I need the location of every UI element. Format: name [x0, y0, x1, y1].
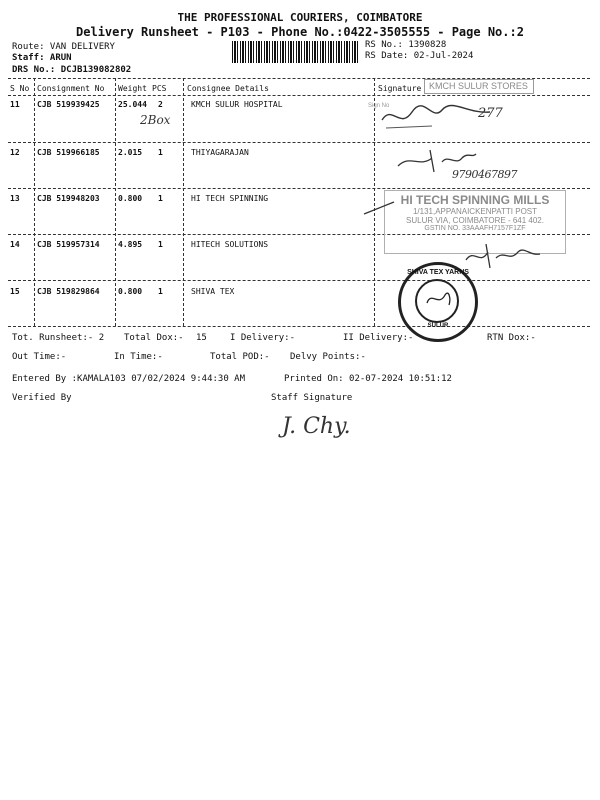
- row-pcs: 2: [158, 100, 163, 109]
- row-consignment: CJB 519939425: [37, 100, 100, 109]
- kmch-stamp: KMCH SULUR STORES: [424, 79, 534, 94]
- row-weight: 4.895: [118, 240, 143, 249]
- row-consignee: SHIVA TEX: [191, 287, 235, 296]
- printed-on: Printed On: 02-07-2024 10:51:12: [284, 374, 452, 384]
- row-weight: 0.800: [118, 287, 143, 296]
- shiva-tex-stamp: [398, 262, 478, 342]
- route-label: Route: VAN DELIVERY: [12, 42, 115, 52]
- hitech-stamp-line: SULUR VIA, COIMBATORE - 641 402.: [406, 216, 544, 225]
- col-header-signature: Signature: [378, 84, 422, 93]
- divider-line: [8, 326, 590, 327]
- row-consignee: HI TECH SPINNING: [191, 194, 269, 203]
- row-pcs: 1: [158, 240, 163, 249]
- shiva-stamp-top: SHIVA TEX YARNS: [407, 269, 469, 276]
- row-consignee: THIYAGARAJAN: [191, 148, 249, 157]
- row-sno: 14: [10, 240, 20, 249]
- rs-number: RS No.: 1390828: [365, 40, 447, 50]
- row-consignee: KMCH SULUR HOSPITAL: [191, 100, 283, 109]
- stamp-signature: [421, 285, 455, 315]
- col-header-consignment: Consignment No: [37, 84, 105, 93]
- staff-signature-label: Staff Signature: [271, 393, 353, 403]
- entered-by: Entered By :KAMALA103 07/02/2024 9:44:30 AM: [12, 374, 245, 384]
- verified-by: Verified By: [12, 393, 72, 403]
- handwritten-note: 2Box: [140, 113, 171, 127]
- drs-number: DRS No.: DCJB139082802: [12, 65, 132, 75]
- row-sno: 15: [10, 287, 20, 296]
- out-time: Out Time:-: [12, 352, 67, 362]
- hitech-stamp-line: 1/131,APPANAICKENPATTI POST: [412, 207, 538, 216]
- column-separator: [183, 78, 184, 326]
- ii-delivery: II Delivery:-: [343, 333, 414, 343]
- hitech-stamp-line: GSTIN NO. 33AAAFH7157F1ZF: [424, 225, 526, 232]
- pen-stroke: [360, 198, 400, 218]
- row-consignment: CJB 519948203: [37, 194, 100, 203]
- row-consignment: CJB 519957314: [37, 240, 100, 249]
- row-weight: 0.800: [118, 194, 143, 203]
- col-header-weight: Weight: [118, 84, 147, 93]
- total-dox-value: 15: [196, 333, 207, 343]
- hitech-stamp-title: HI TECH SPINNING MILLS: [400, 193, 550, 207]
- row-sno: 11: [10, 100, 20, 109]
- runsheet-title: Delivery Runsheet - P103 - Phone No.:0422-3505555 - Page No.:2: [76, 25, 524, 39]
- column-separator: [115, 78, 116, 326]
- row-consignee: HITECH SOLUTIONS: [191, 240, 269, 249]
- row-consignment: CJB 519829864: [37, 287, 100, 296]
- in-time: In Time:-: [114, 352, 163, 362]
- total-runsheet: Tot. Runsheet:- 2: [12, 333, 105, 343]
- row-sno: 13: [10, 194, 20, 203]
- row-sno: 12: [10, 148, 20, 157]
- kmch-stamp-small: Sign No: [368, 103, 390, 109]
- rtn-dox: RTN Dox:-: [487, 333, 536, 343]
- company-name: THE PROFESSIONAL COURIERS, COIMBATORE: [177, 11, 423, 24]
- divider-line: [8, 188, 590, 189]
- column-separator: [34, 78, 35, 326]
- row-weight: 2.015: [118, 148, 143, 157]
- row-weight: 25.044: [118, 100, 147, 109]
- total-dox-label: Total Dox:-: [124, 333, 184, 343]
- handwritten-phone: 9790467897: [452, 168, 517, 181]
- barcode-image: [232, 41, 358, 63]
- kmch-sign-number: 277: [478, 106, 503, 121]
- col-header-pcs: PCS: [152, 84, 167, 93]
- total-pod: Total POD:-: [210, 352, 270, 362]
- row-pcs: 1: [158, 148, 163, 157]
- i-delivery: I Delivery:-: [230, 333, 296, 343]
- col-header-sno: S No: [10, 84, 30, 93]
- divider-line: [8, 280, 590, 281]
- staff-label: Staff: ARUN: [12, 53, 72, 63]
- row-consignment: CJB 519966185: [37, 148, 100, 157]
- row-pcs: 1: [158, 194, 163, 203]
- row-pcs: 1: [158, 287, 163, 296]
- col-header-consignee: Consignee Details: [187, 84, 269, 93]
- delivery-points: Delvy Points:-: [290, 352, 366, 362]
- shiva-stamp-bottom: SULUR: [427, 323, 449, 329]
- staff-signature: J. Chy.: [282, 414, 351, 439]
- divider-line: [8, 142, 590, 143]
- rs-date: RS Date: 02-Jul-2024: [365, 51, 474, 61]
